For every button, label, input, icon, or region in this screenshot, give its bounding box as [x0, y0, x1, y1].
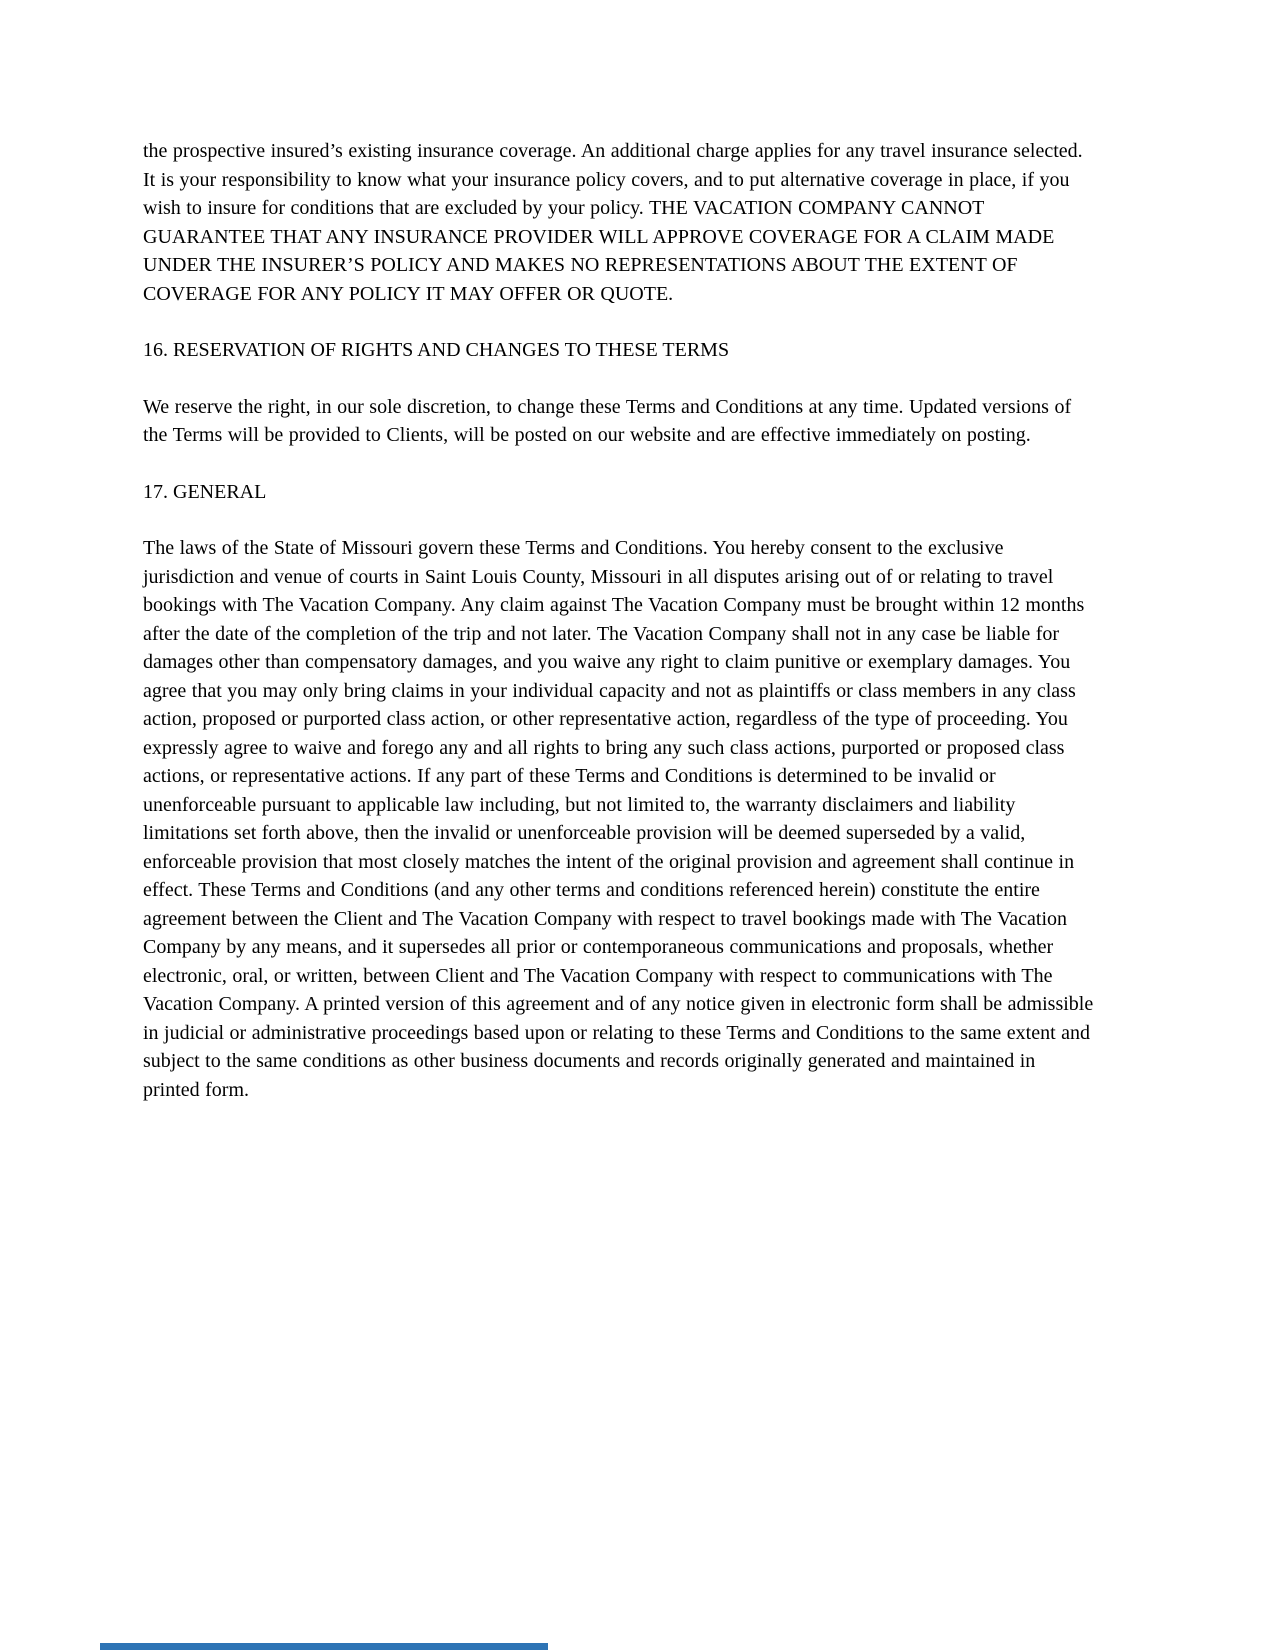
paragraph-insurance-disclaimer: the prospective insured’s existing insurance coverage. An additional charge applies for any travel insurance selected. It is your responsibility to know what your insurance policy covers, and to put alternative coverage in place, if you wish to insure for conditions that are excluded by your policy. THE VACATION COMPANY CANNOT GUARANTEE THAT ANY INSURANCE PROVIDER WILL APPROVE COVERAGE FOR A CLAIM MADE UNDER THE INSURER’S POLICY AND MAKES NO REPRESENTATIONS ABOUT THE EXTENT OF COVERAGE FOR ANY POLICY IT MAY OFFER OR QUOTE. — [143, 140, 1083, 305]
paragraph-general-terms: The laws of the State of Missouri govern these Terms and Conditions. You hereby consent to the exclusive jurisdiction and venue of courts in Saint Louis County, Missouri in all disputes arising out of or relating to travel bookings with The Vacation Company. Any claim against The Vacation Company must be brought within 12 months after the date of the completion of the trip and not later. The Vacation Company shall not in any case be liable for damages other than compensatory damages, and you waive any right to claim punitive or exemplary damages. You agree that you may only bring claims in your individual capacity and not as plaintiffs or class members in any class action, proposed or purported class action, or other representative action, regardless of the type of proceeding. You expressly agree to waive and forego any and all rights to bring any such class actions, purported or proposed class actions, or representative actions. If any part of these Terms and Conditions is determined to be invalid or unenforceable pursuant to applicable law including, but not limited to, the warranty disclaimers and liability limitations set forth above, then the invalid or unenforceable provision will be deemed superseded by a valid, enforceable provision that most closely matches the intent of the original provision and agreement shall continue in effect. These Terms and Conditions (and any other terms and conditions referenced herein) constitute the entire agreement between the Client and The Vacation Company with respect to travel bookings made with The Vacation Company by any means, and it supersedes all prior or contemporaneous communications and proposals, whether electronic, oral, or written, between Client and The Vacation Company with respect to communications with The Vacation Company. A printed version of this agreement and of any notice given in electronic form shall be admissible in judicial or administrative proceedings based upon or relating to these Terms and Conditions to the same extent and subject to the same conditions as other business documents and records originally generated and maintained in printed form. — [143, 537, 1094, 1101]
partial-bottom-blue-bar — [100, 1643, 548, 1650]
section-heading-17-general: 17. GENERAL — [143, 480, 267, 503]
section-heading-16-reservation-of-rights: 16. RESERVATION OF RIGHTS AND CHANGES TO THESE TERMS — [143, 339, 730, 361]
paragraph-reservation-of-rights: We reserve the right, in our sole discretion, to change these Terms and Conditions at any time. Updated versions of the Terms will be provided to Clients, will be posted on our website and are effective immediately on posting. — [143, 395, 1072, 446]
